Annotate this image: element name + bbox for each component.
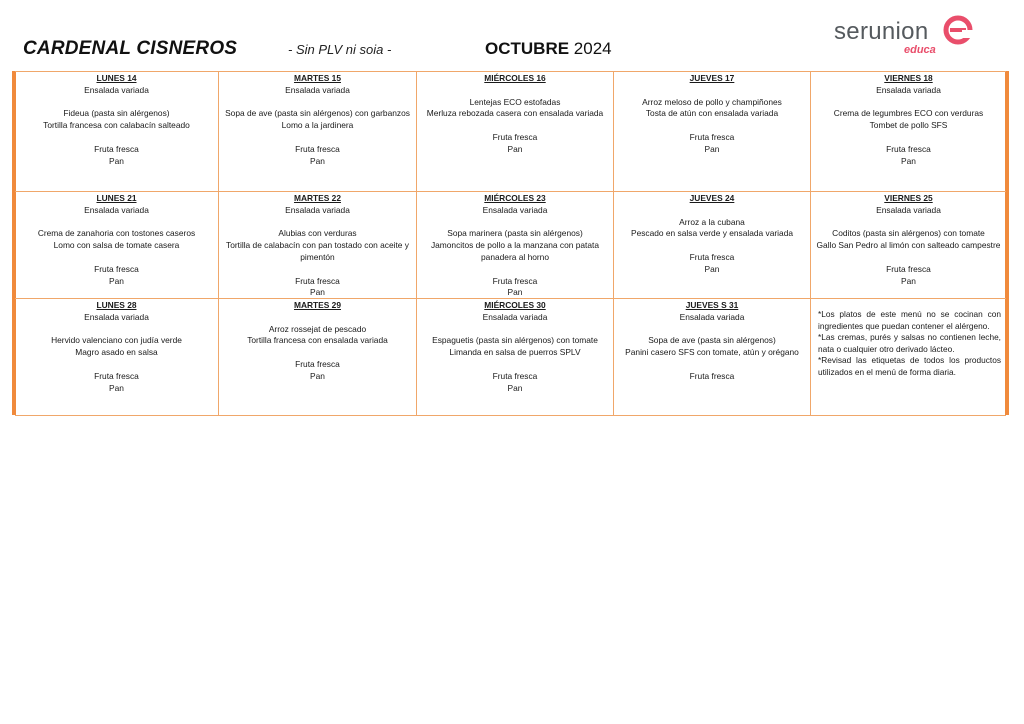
- menu-line: Crema de zanahoria con tostones caseros: [37, 228, 196, 239]
- menu-line: [421, 264, 609, 276]
- menu-line: [19, 97, 214, 109]
- menu-line: Fruta fresca: [886, 263, 931, 274]
- menu-line: Ensalada variada: [482, 204, 548, 215]
- allergen-note: *Revisad las etiquetas de todos los productos utilizados en el menú de forma diaria.: [818, 355, 1001, 377]
- day-heading: LUNES 28: [96, 300, 137, 310]
- day-cell: [417, 192, 614, 299]
- menu-line: [19, 217, 214, 229]
- menu-line: Fruta fresca: [492, 275, 538, 286]
- day-cell: [614, 72, 811, 191]
- menu-line: [421, 324, 609, 336]
- logo-subtext: educa: [904, 44, 936, 56]
- week-row-3: [15, 298, 1006, 416]
- menu-line: Ensalada variada: [285, 204, 350, 215]
- menu-line: Pan: [310, 155, 325, 166]
- menu-line: [19, 359, 214, 371]
- menu-line: [19, 132, 214, 144]
- menu-line: Arroz a la cubana: [679, 216, 745, 227]
- day-cell: [15, 192, 219, 299]
- day-heading: JUEVES S 31: [685, 300, 739, 310]
- day-cell: [811, 72, 1006, 191]
- menu-line: Fruta fresca: [295, 275, 340, 286]
- menu-line: Hervido valenciano con judía verde: [51, 335, 182, 346]
- menu-line: Crema de legumbres ECO con verduras: [833, 108, 984, 119]
- menu-line: Fruta fresca: [94, 143, 139, 154]
- logo-wordmark: serunion: [834, 18, 929, 45]
- menu-line: Fruta fresca: [94, 370, 139, 381]
- menu-line: Fruta fresca: [689, 251, 735, 262]
- menu-line: Fruta fresca: [295, 143, 340, 154]
- menu-line: Jamoncitos de pollo a la manzana con patata panadera al horno: [430, 240, 600, 262]
- menu-line: Lomo con salsa de tomate casera: [53, 240, 180, 251]
- menu-line: Merluza rebozada casera con ensalada variada: [426, 108, 604, 119]
- page-header: [0, 0, 1024, 70]
- menu-line: Fruta fresca: [94, 263, 139, 274]
- menu-line: [421, 85, 609, 97]
- day-cell: [614, 192, 811, 299]
- menu-line: Pan: [507, 287, 523, 298]
- day-heading: VIERNES 25: [884, 193, 933, 203]
- menu-line: Pescado en salsa verde y ensalada variada: [630, 228, 794, 239]
- menu-line: Fruta fresca: [295, 358, 340, 369]
- allergen-notes: [811, 299, 1006, 416]
- day-heading: JUEVES 17: [689, 73, 735, 83]
- menu-line: Arroz meloso de pollo y champiñones: [642, 96, 782, 107]
- menu-line: Ensalada variada: [876, 84, 941, 95]
- day-heading: MIÉRCOLES 30: [484, 300, 546, 310]
- menu-line: Limanda en salsa de puerros SPLV: [449, 347, 581, 358]
- menu-line: Pan: [901, 275, 916, 286]
- menu-line: [618, 205, 806, 217]
- day-cell: [219, 72, 417, 191]
- menu-line: Pan: [109, 275, 124, 286]
- day-cell: [417, 299, 614, 416]
- menu-line: [223, 217, 412, 229]
- menu-line: [618, 120, 806, 132]
- month-name: OCTUBRE: [485, 39, 570, 58]
- menu-line: [618, 324, 806, 336]
- day-heading: MARTES 29: [293, 300, 341, 310]
- menu-line: Tosta de atún con ensalada variada: [645, 108, 779, 119]
- menu-line: Espaguetis (pasta sin alérgenos) con tomate: [432, 335, 598, 346]
- menu-line: [618, 359, 806, 371]
- menu-line: [815, 252, 1002, 264]
- menu-line: [815, 132, 1002, 144]
- menu-line: Fruta fresca: [886, 143, 931, 154]
- menu-line: Gallo San Pedro al limón con salteado campestre: [816, 240, 1001, 251]
- day-cell: [15, 72, 219, 191]
- menu-line: Ensalada variada: [84, 311, 149, 322]
- day-heading: MARTES 15: [293, 73, 341, 83]
- day-cell: [15, 299, 219, 416]
- menu-grid: [15, 71, 1006, 416]
- day-heading: MIÉRCOLES 16: [484, 73, 546, 83]
- menu-month: [485, 39, 612, 59]
- menu-line: Lentejas ECO estofadas: [469, 96, 561, 107]
- menu-line: [815, 217, 1002, 229]
- menu-line: [223, 347, 412, 359]
- menu-line: Ensalada variada: [285, 84, 350, 95]
- month-year: 2024: [573, 39, 612, 58]
- menu-line: Fruta fresca: [492, 131, 538, 142]
- menu-line: Ensalada variada: [84, 84, 149, 95]
- allergen-note: *Los platos de este menú no se cocinan con ingredientes que puedan contener el alérgeno.: [818, 309, 1001, 331]
- day-cell: [811, 192, 1006, 299]
- menu-line: [19, 324, 214, 336]
- menu-line: [421, 359, 609, 371]
- menu-line: Pan: [901, 155, 916, 166]
- day-heading: LUNES 21: [96, 193, 137, 203]
- menu-line: Alubias con verduras: [278, 228, 357, 239]
- menu-line: Pan: [109, 155, 124, 166]
- menu-line: Pan: [704, 263, 720, 274]
- day-heading: VIERNES 18: [884, 73, 933, 83]
- serunion-logo: [834, 14, 974, 60]
- day-cell: [219, 299, 417, 416]
- menu-line: [421, 217, 609, 229]
- menu-line: Fruta fresca: [689, 131, 735, 142]
- menu-line: [223, 264, 412, 276]
- menu-line: Pan: [507, 143, 523, 154]
- menu-line: Fideua (pasta sin alérgenos): [63, 108, 170, 119]
- day-heading: LUNES 14: [96, 73, 137, 83]
- menu-line: Coditos (pasta sin alérgenos) con tomate: [832, 228, 985, 239]
- menu-line: Panini casero SFS con tomate, atún y orégano: [625, 347, 799, 358]
- menu-line: [618, 240, 806, 252]
- menu-line: [223, 132, 412, 144]
- menu-line: Tombet de pollo SFS: [869, 120, 948, 131]
- day-cell: [614, 299, 811, 416]
- day-cell: [417, 72, 614, 191]
- logo-e-icon: [942, 14, 974, 46]
- menu-line: Ensalada variada: [84, 204, 149, 215]
- menu-line: Tortilla de calabacín con pan tostado con aceite y pimentón: [226, 240, 409, 262]
- school-name: CARDENAL CISNEROS: [23, 38, 238, 59]
- menu-line: Pan: [109, 382, 124, 393]
- menu-line: Sopa marinera (pasta sin alérgenos): [447, 228, 583, 239]
- menu-line: Pan: [704, 143, 720, 154]
- menu-line: Ensalada variada: [679, 311, 745, 322]
- menu-line: Tortilla francesa con ensalada variada: [247, 335, 388, 346]
- week-row-2: [15, 191, 1006, 299]
- menu-line: Sopa de ave (pasta sin alérgenos): [648, 335, 776, 346]
- menu-line: [618, 85, 806, 97]
- menu-line: Fruta fresca: [689, 370, 735, 381]
- day-heading: MARTES 22: [293, 193, 341, 203]
- menu-line: Ensalada variada: [482, 311, 548, 322]
- menu-line: Sopa de ave (pasta sin alérgenos) con garbanzos: [225, 108, 410, 119]
- menu-line: Magro asado en salsa: [75, 347, 158, 358]
- menu-line: [815, 97, 1002, 109]
- menu-line: Pan: [310, 287, 325, 298]
- day-heading: JUEVES 24: [689, 193, 735, 203]
- menu-line: [223, 97, 412, 109]
- menu-line: Ensalada variada: [876, 204, 941, 215]
- menu-line: Pan: [310, 370, 325, 381]
- menu-line: Pan: [507, 382, 523, 393]
- allergen-note: *Las cremas, purés y salsas no contienen leche, nata o cualquier otro derivado lácteo.: [818, 332, 1001, 354]
- menu-line: Tortilla francesa con calabacín salteado: [43, 120, 190, 131]
- menu-subtitle: - Sin PLV ni soia -: [288, 42, 392, 57]
- day-cell: [219, 192, 417, 299]
- menu-line: [223, 312, 412, 324]
- week-row-1: [15, 72, 1006, 191]
- menu-line: Lomo a la jardinera: [281, 120, 354, 131]
- menu-line: [421, 120, 609, 132]
- day-heading: MIÉRCOLES 23: [484, 193, 546, 203]
- menu-line: [19, 252, 214, 264]
- menu-line: Fruta fresca: [492, 370, 538, 381]
- menu-line: Arroz rossejat de pescado: [268, 323, 367, 334]
